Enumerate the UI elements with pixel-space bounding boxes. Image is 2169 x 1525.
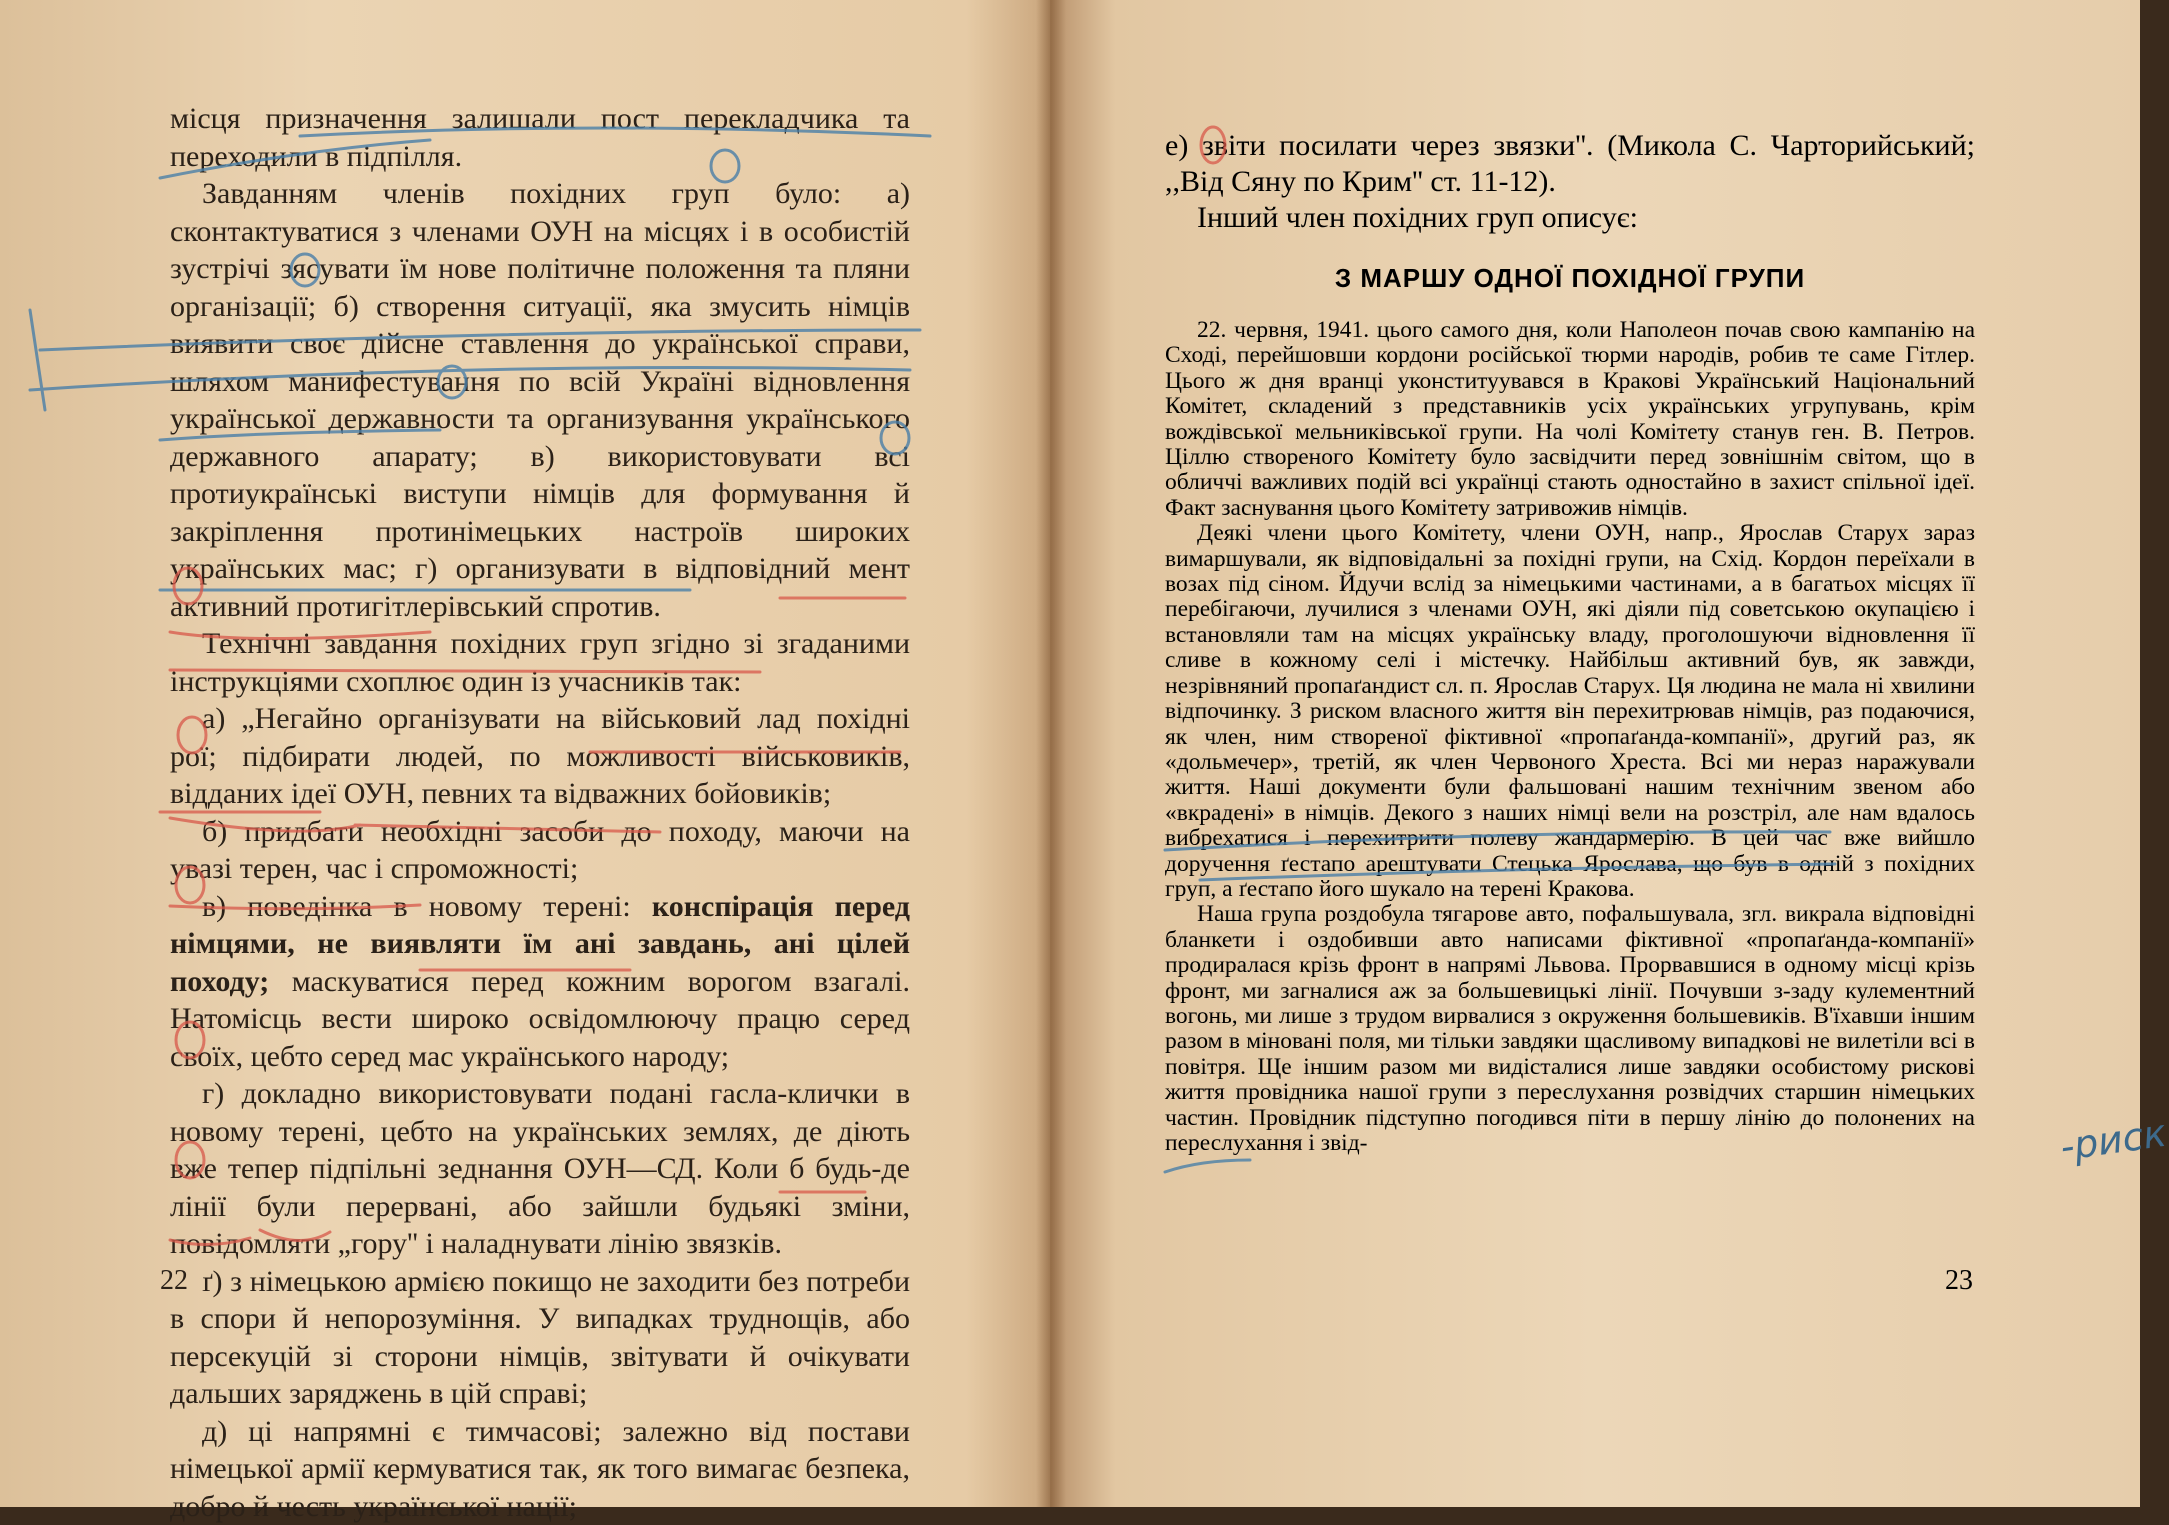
paragraph: Деякі члени цього Комітету, члени ОУН, напр., Ярослав Старух зараз вимаршували, як відповідальні за похідні групи, на Схід. Кордон переїхали в возах під сіном. Йдучи вслід за німецькими частинами, а в багатьох місцях її перебігаючи, лучилися з членами ОУН, які діяли під советською окупацією і встановляли там на місцях українську владу, проголошуючи відновлення її сливе в кожному селі і містечку. Найбільш активний був, як завжди, незрівняний пропаґандист сл. п. Ярослав Старух. Ця людина не мала ні хвилини відпочинку. З риском власного життя він перехитрював німців, раз подаючися, як член, ним створеної фіктивної «пропаґанда-компанії», другий раз, як «дольмечер», третій, як член Червоного Хреста. Всі ми нераз наражували життя. Наші документи були фальшовані нашим технічним звеном або «вкрадені» в німців. Декого з наших німці вели на розстріл, але нам вдалось вибрехатися і перехитрити полеву жандармерію. В цей час вже вийшло доручення ґестапо арештувати Стецька Ярослава, що був в одній з похідних груп, а ґестапо його шукало на терені Кракова. bbox=[1165, 521, 1975, 902]
list-item: а) „Негайно організувати на військовий лад похідні рої; підбирати людей, по можливості військовиків, відданих ідеї ОУН, певних та відважних бойовиків; bbox=[170, 700, 910, 813]
right-page-body bbox=[1165, 128, 1975, 1156]
item-rest: маскуватися перед кожним ворогом взагалі. Натомісць вести широко освідомлюючу працю серед своїх, цебто серед мас українського народу; bbox=[170, 965, 910, 1073]
paragraph: 22. червня, 1941. цього самого дня, коли Наполеон почав свою кампанію на Сході, перейшовши кордони російської тюрми народів, робив те саме Гітлер. Цього ж дня вранці уконституувався в Кракові Український Національний Комітет, складений з представників усіх українських угрупувань, крім вождівської мельниківської групи. На чолі Комітету станув ген. В. Петров. Ціллю створеного Комітету було засвідчити перед зовнішнім світом, що в обличчі важливих подій всі українці стають одностайно в захист спільної ідеї. Факт заснування цього Комітету затривожив німців. bbox=[1165, 318, 1975, 521]
page-number: 23 bbox=[1945, 1265, 1973, 1297]
margin-note: -риск bbox=[2057, 1111, 2168, 1169]
paragraph: е) звіти посилати через звязки''. (Микола С. Чарторийський; ,,Від Сяну по Крим'' ст. 11-12). bbox=[1165, 128, 1975, 200]
page-number: 22 bbox=[160, 1265, 188, 1297]
paragraph: місця призначення залишали пост перекладчика та переходили в підпілля. bbox=[170, 100, 910, 175]
section-heading: З МАРШУ ОДНОЇ ПОХІДНОЇ ГРУПИ bbox=[1165, 260, 1975, 296]
bold-phrase: конспірація перед німцями, не виявляти їм ані завдань, ані цілей походу; bbox=[170, 890, 910, 998]
item-prefix: в) поведінка в новому терені: bbox=[202, 890, 652, 923]
paragraph: Інший член похідних груп описує: bbox=[1165, 200, 1975, 236]
section-body bbox=[1165, 318, 1975, 1156]
list-item: б) придбати необхідні засоби до походу, маючи на увазі терен, час і спроможності; bbox=[170, 813, 910, 888]
left-page bbox=[0, 0, 1050, 1507]
book-gutter bbox=[1036, 0, 1066, 1507]
paragraph: Завданням членів похідних груп було: а) сконтактуватися з членами ОУН на місцях і в особистій зустрічі зясувати їм нове політичне положення та пляни організації; б) створення ситуації, яка змусить німців виявити своє дійсне ставлення до української справи, шляхом манифестування по всій Україні відновлення української державности та организування українського державного апарату; в) використовувати всі протиукраїнські виступи німців для формування й закріплення протинімецьких настроїв широких українських мас; г) организувати в відповідний мент активний протигітлерівський спротив. bbox=[170, 175, 910, 625]
paragraph: Наша група роздобула тягарове авто, пофальшувала, згл. викрала відповідні бланкети і оздобивши авто написами фіктивної «пропаґанда-компанії» продиралася крізь фронт в напрямі Львова. Прорвавшися в одному місці крізь фронт, ми загналися аж за большевицькі лінії. Почувши з-заду кулементний вогонь, ми лише з трудом вирвалися з окруження большевиків. В'їхавши іншим разом в міновані поля, ми тільки завдяки щасливому випадкові не вилетіли всі в повітря. Ще іншим разом ми видісталися лише завдяки особистому рискові життя провідника нашої групи з переслухання розвідчих старшин німецьких частин. Провідник підступно погодився піти в першу лінію до полонених на переслухання і звід- bbox=[1165, 902, 1975, 1156]
list-item: д) ці напрямні є тимчасові; залежно від постави німецької армії кермуватися так, як того вимагає безпека, добро й честь української нації; bbox=[170, 1413, 910, 1525]
list-item: ґ) з німецькою армією покищо не заходити без потреби в спори й непорозуміння. У випадках труднощів, або персекуцій зі сторони німців, звітувати й очікувати дальших заряджень в цій справі; bbox=[170, 1263, 910, 1413]
left-page-body bbox=[170, 100, 910, 1525]
list-item: г) докладно використовувати подані гасла-клички в новому терені, цебто на українських землях, де діють вже тепер підпільні зеднання ОУН—СД. Коли б будь-де лінії були перервані, або зайшли будьякі зміни, повідомляти „гору'' і наладнувати лінію звязків. bbox=[170, 1075, 910, 1263]
list-item bbox=[170, 888, 910, 1076]
paragraph: Технічні завдання похідних груп згідно зі згаданими інструкціями схоплює один із учасників так: bbox=[170, 625, 910, 700]
